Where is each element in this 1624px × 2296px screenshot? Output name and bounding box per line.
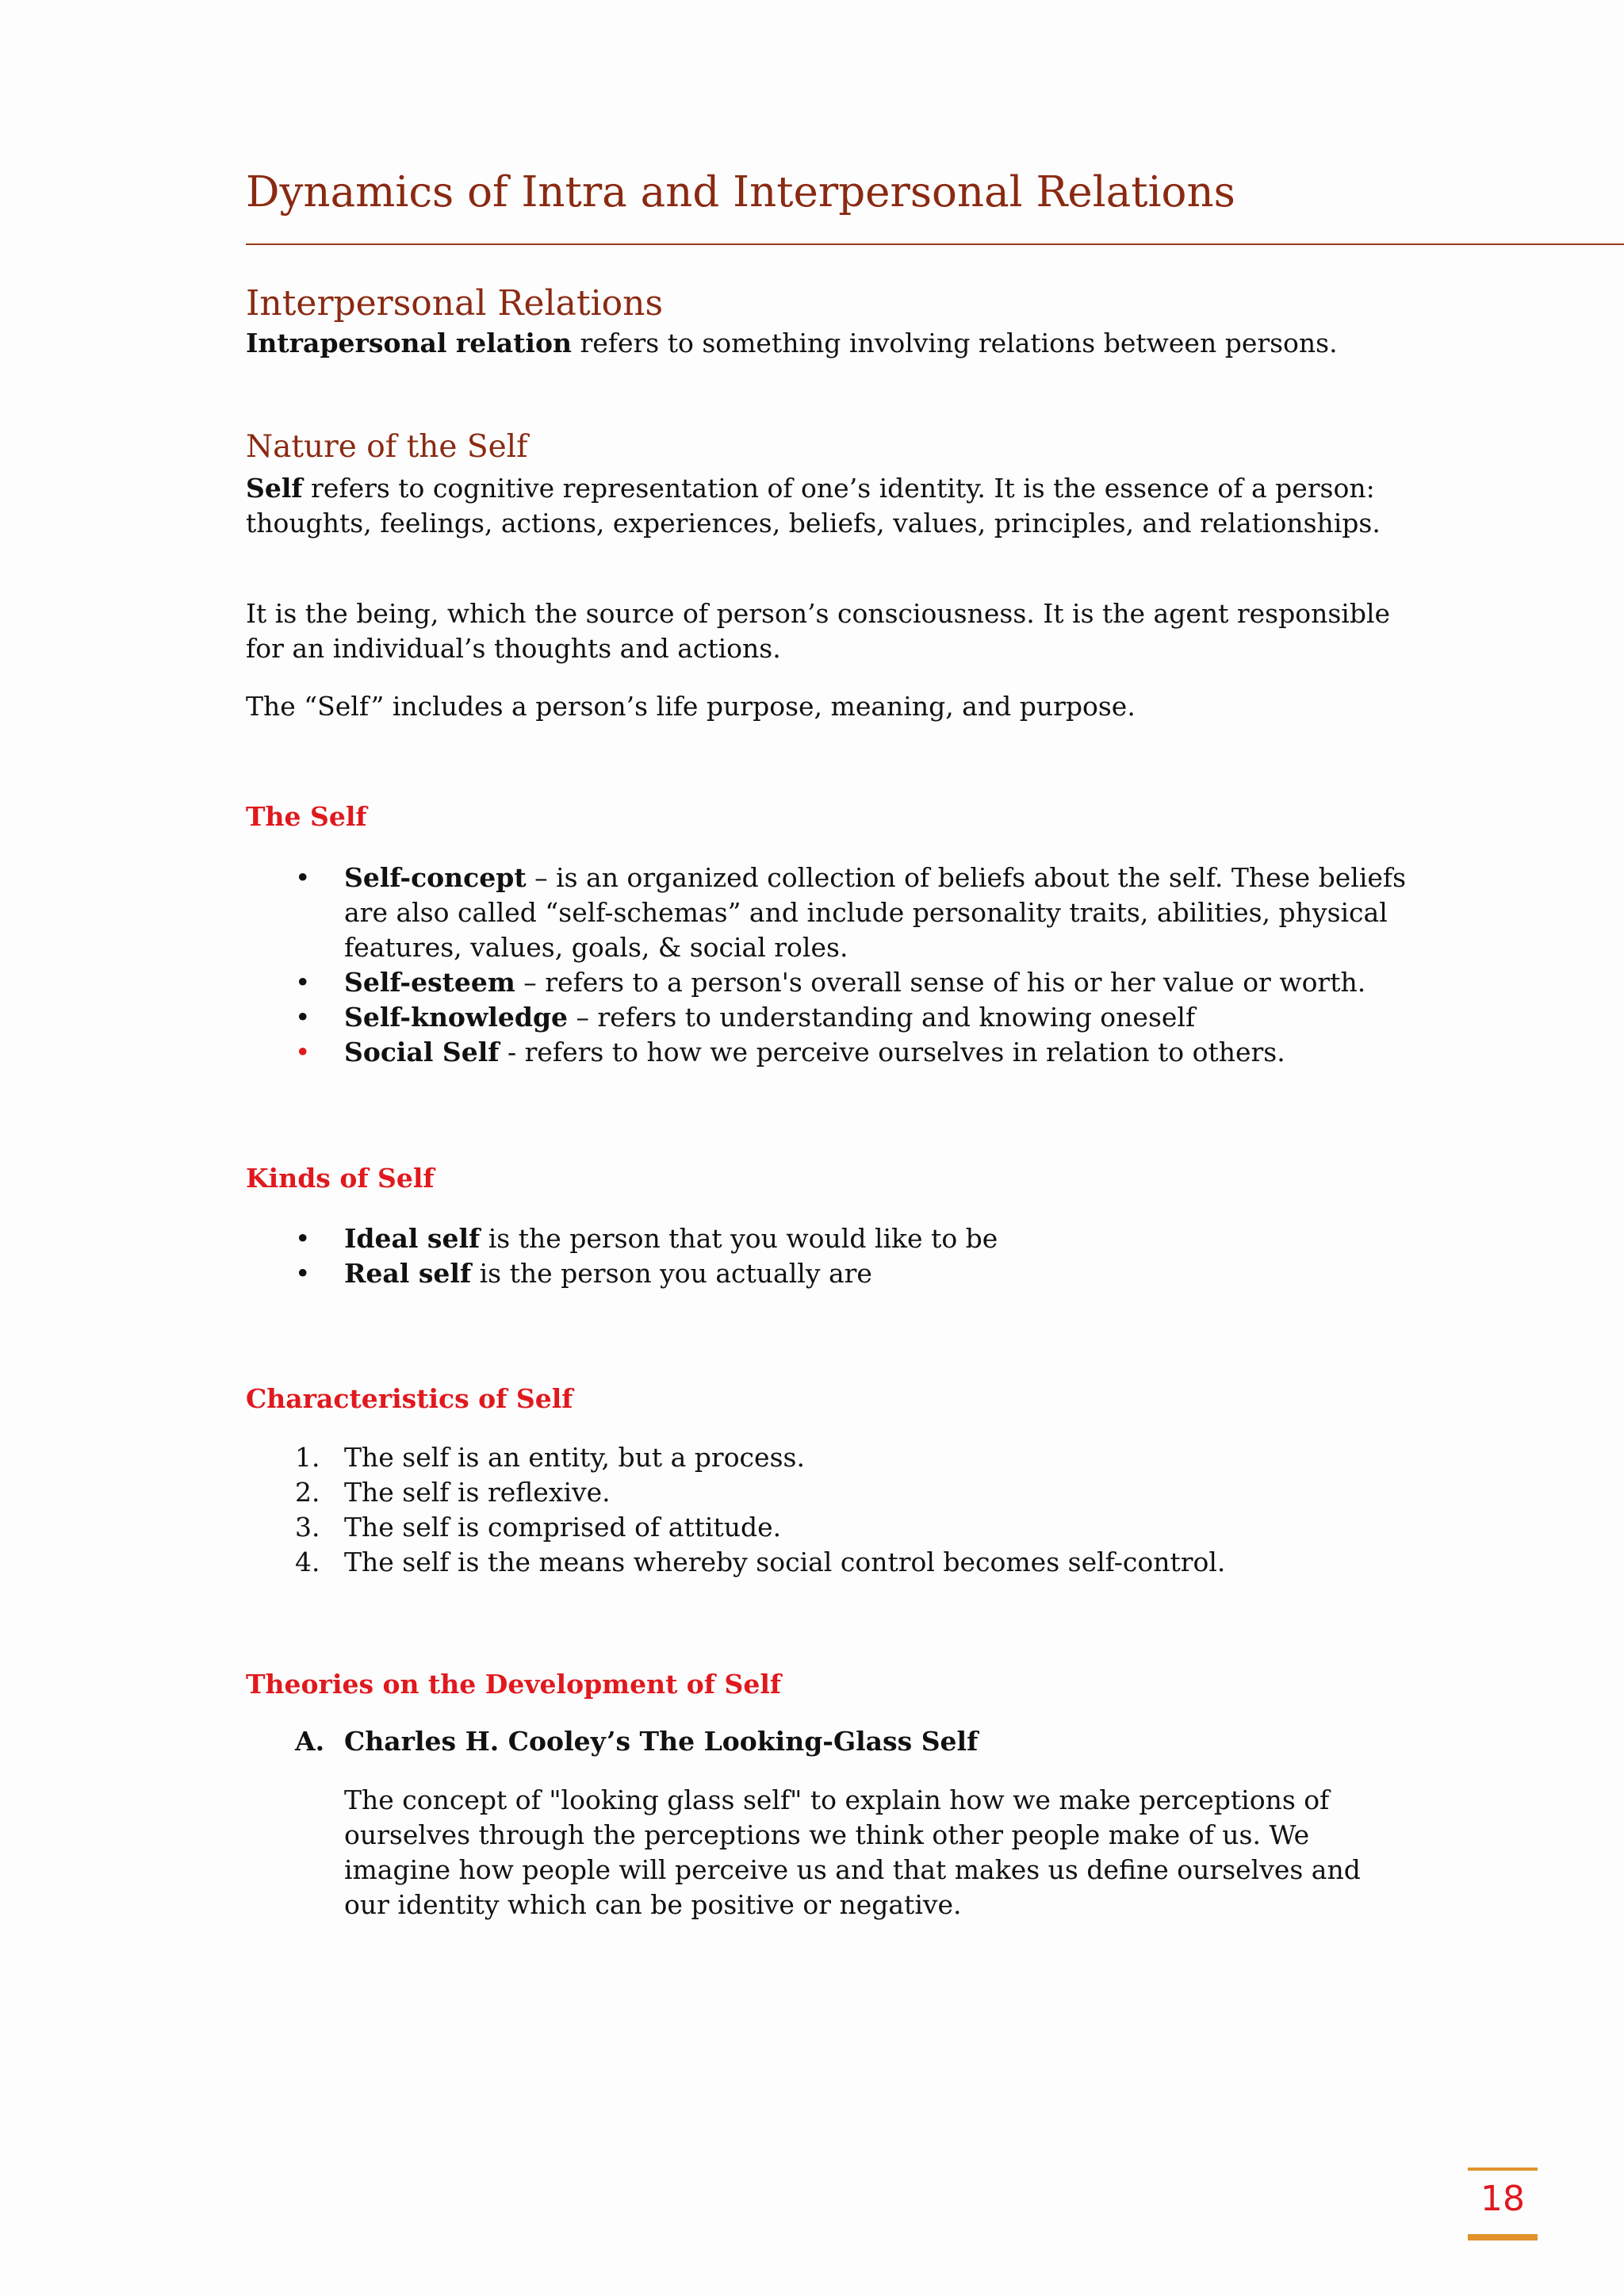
interpersonal-definition <box>246 326 1404 361</box>
bullet-icon: • <box>295 1002 311 1033</box>
nature-paragraph-1-text: refers to cognitive representation of one’s identity. It is the essence of a person: thoughts, feelings, actions, experiences, beliefs, values, principles, and relationships. <box>246 473 1381 539</box>
bullet-icon: • <box>295 862 311 893</box>
bullet-icon: • <box>295 1037 311 1068</box>
page-title: Dynamics of Intra and Interpersonal Relations <box>246 168 1235 217</box>
list-item <box>246 1440 1411 1475</box>
list-item-text: The self is an entity, but a process. <box>344 1442 805 1473</box>
term-intrapersonal: Intrapersonal relation <box>246 328 572 358</box>
list-item <box>246 1000 1411 1035</box>
heading-characteristics: Characteristics of Self <box>246 1383 573 1414</box>
list-item-term: Self-concept <box>344 862 527 893</box>
section-title-nature: Nature of the Self <box>246 429 528 465</box>
heading-theories: Theories on the Development of Self <box>246 1669 782 1700</box>
title-divider <box>246 243 1624 245</box>
section-title-interpersonal: Interpersonal Relations <box>246 283 664 324</box>
list-item-text: The self is reflexive. <box>344 1477 611 1508</box>
theory-a-title <box>295 1726 978 1757</box>
list-item-text: The self is the means whereby social control becomes self-control. <box>344 1547 1226 1577</box>
list-item-term: Self-knowledge <box>344 1002 569 1033</box>
the-self-list <box>246 861 1411 1070</box>
heading-kinds-of-self: Kinds of Self <box>246 1163 435 1194</box>
list-item <box>246 1510 1411 1545</box>
list-number: 1. <box>295 1442 320 1473</box>
list-item-text: – is an organized collection of beliefs about the self. These beliefs are also called “self-schemas” and include personality traits, abilities, physical features, values, goals, & social roles. <box>344 862 1407 963</box>
nature-paragraph-1 <box>246 471 1404 541</box>
bullet-icon: • <box>295 1258 311 1289</box>
list-number: 4. <box>295 1547 320 1577</box>
list-item <box>246 965 1411 1000</box>
bullet-icon: • <box>295 1223 311 1254</box>
list-item <box>246 1545 1411 1580</box>
bullet-icon: • <box>295 967 311 998</box>
list-item-text: – refers to a person's overall sense of his or her value or worth. <box>515 967 1366 998</box>
list-item-text: is the person you actually are <box>471 1258 872 1289</box>
interpersonal-definition-text: refers to something involving relations between persons. <box>571 328 1338 358</box>
kinds-list <box>246 1221 1411 1291</box>
list-item-term: Social Self <box>344 1037 500 1068</box>
list-item-term: Ideal self <box>344 1223 481 1254</box>
term-self: Self <box>246 473 303 504</box>
theory-a-paragraph: The concept of "looking glass self" to explain how we make perceptions of ourselves through the perceptions we think other people make of us. We imagine how people will perceive us and that makes us define ourselves and our identity which can be positive or negative. <box>344 1784 1361 1920</box>
list-item <box>246 1256 1411 1291</box>
nature-paragraph-3: The “Self” includes a person’s life purpose, meaning, and purpose. <box>246 691 1136 722</box>
nature-paragraph-2: It is the being, which the source of person’s consciousness. It is the agent responsible for an individual’s thoughts and actions. <box>246 598 1391 664</box>
characteristics-list <box>246 1440 1411 1580</box>
list-item-text: The self is comprised of attitude. <box>344 1512 782 1543</box>
list-item <box>246 1221 1411 1256</box>
list-item-term: Self-esteem <box>344 967 515 998</box>
list-number: 3. <box>295 1512 320 1543</box>
list-number: 2. <box>295 1477 320 1508</box>
page-number: 18 <box>1468 2168 1538 2240</box>
theory-a-title-text: Charles H. Cooley’s The Looking-Glass Self <box>344 1726 979 1757</box>
list-item-text: - refers to how we perceive ourselves in relation to others. <box>499 1037 1285 1068</box>
list-item-text: – refers to understanding and knowing oneself <box>568 1002 1196 1033</box>
heading-the-self: The Self <box>246 801 367 832</box>
list-item-term: Real self <box>344 1258 472 1289</box>
list-item <box>246 861 1411 965</box>
list-item-text: is the person that you would like to be <box>480 1223 998 1254</box>
list-item <box>246 1475 1411 1510</box>
theory-letter: A. <box>295 1726 325 1757</box>
list-item <box>246 1035 1411 1070</box>
